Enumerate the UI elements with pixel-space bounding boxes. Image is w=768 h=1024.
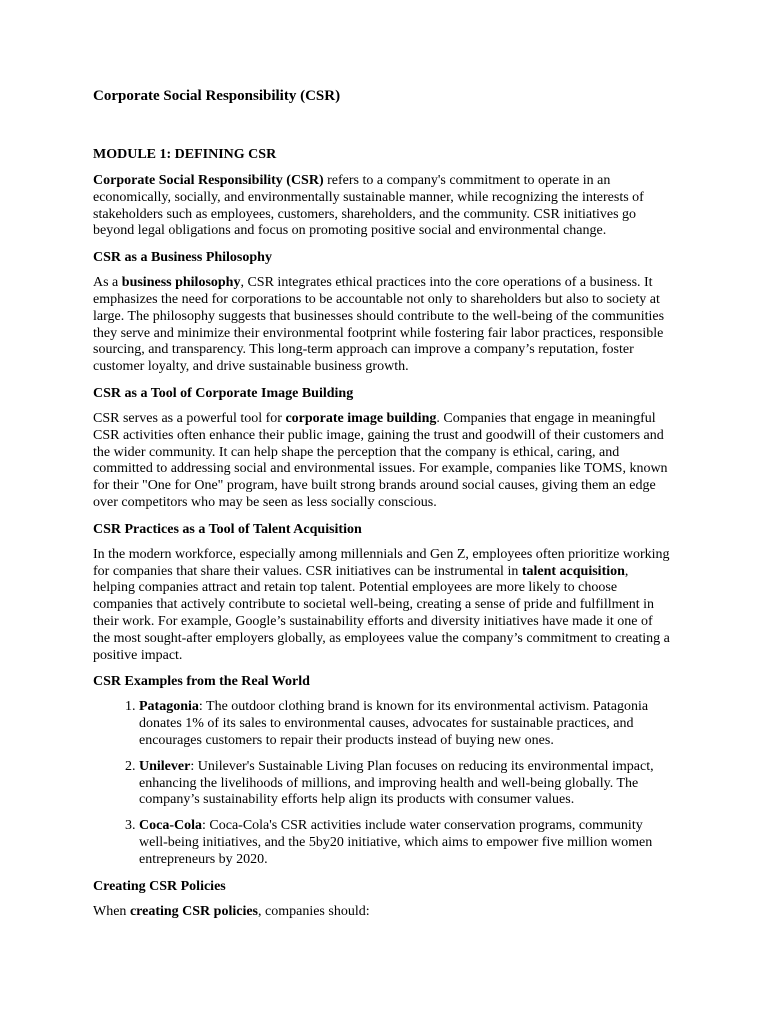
- philosophy-text-after: , CSR integrates ethical practices into the core operations of a business. It emphasizes the need for corporations to be accountable not only to shareholders but also to society at large. The philosophy suggests that businesses should contribute to the well-being of the communities they serve and minimize their environmental footprint while fostering fair labor practices, responsible sourcing, and transparency. This long-term approach can improve a company’s reputation, foster customer loyalty, and drive sustainable business growth.: [93, 275, 665, 375]
- section-heading-philosophy: CSR as a Business Philosophy: [93, 250, 272, 266]
- image-building-text-after: . Companies that engage in meaningful CSR activities often enhance their public image, gaining the trust and goodwill of their customers and the wider community. It can help shape the perception that the company is ethical, caring, and committed to addressing social and environmental issues. For example, companies like TOMS, known for their "One for One" program, have built strong brands around social causes, giving them an edge over competitors who may be seen as less socially conscious.: [93, 410, 668, 510]
- section-heading-policies: Creating CSR Policies: [93, 878, 226, 894]
- intro-paragraph: [93, 173, 672, 240]
- talent-paragraph: [93, 547, 672, 665]
- philosophy-paragraph: [93, 275, 672, 376]
- example-text: : The outdoor clothing brand is known for its environmental activism. Patagonia donates 1% of its sales to environmental causes, advocates for sustainable practices, and encourages customers to repair their products instead of buying new ones.: [139, 699, 649, 748]
- talent-text-before: In the modern workforce, especially among millennials and Gen Z, employees often prioritize working for companies that share their values. CSR initiatives can be instrumental in: [93, 546, 670, 579]
- document-title: Corporate Social Responsibility (CSR): [93, 88, 341, 104]
- philosophy-text-before: As a: [93, 275, 122, 291]
- list-item: [139, 818, 672, 868]
- talent-text-after: , helping companies attract and retain top talent. Potential employees are more likely to choose companies that actively contribute to societal well-being, creating a sense of pride and fulfillment in their work. For example, Google’s sustainability efforts and diversity initiatives have made it one of the most sought-after employers globally, as employees value the company’s commitment to creating a positive impact.: [93, 563, 670, 663]
- image-building-text-before: CSR serves as a powerful tool for: [93, 410, 286, 426]
- policies-text-before: When: [93, 903, 130, 919]
- intro-bold-term: Corporate Social Responsibility (CSR): [93, 173, 324, 188]
- example-text: : Unilever's Sustainable Living Plan focuses on reducing its environmental impact, enhancing the livelihoods of millions, and improving health and well-being globally. The company’s sustainability efforts help align its products with consumer values.: [139, 758, 654, 808]
- intro-text: refers to a company's commitment to operate in an economically, socially, and environmentally sustainable manner, while recognizing the interests of stakeholders such as employees, customers, shareholders, and the community. CSR initiatives go beyond legal obligations and focus on promoting positive social and environmental change.: [93, 173, 644, 239]
- policies-bold-term: creating CSR policies: [129, 903, 259, 919]
- section-heading-talent: CSR Practices as a Tool of Talent Acquisition: [93, 521, 362, 537]
- philosophy-bold-term: business philosophy: [121, 275, 241, 291]
- image-building-bold-term: corporate image building: [285, 410, 437, 426]
- policies-text-after: , companies should:: [258, 903, 370, 919]
- list-item: [139, 759, 672, 809]
- example-text: : Coca-Cola's CSR activities include water conservation programs, community well-being initiatives, and the 5by20 initiative, which aims to empower five million women entrepreneurs by 2020.: [139, 818, 653, 867]
- section-heading-examples: CSR Examples from the Real World: [93, 674, 310, 690]
- policies-paragraph: [93, 904, 672, 921]
- list-item: [139, 699, 672, 749]
- examples-list: [93, 699, 672, 868]
- module-heading: MODULE 1: DEFINING CSR: [93, 147, 277, 162]
- talent-bold-term: talent acquisition: [521, 563, 625, 579]
- example-name: Coca-Cola: [139, 818, 202, 834]
- example-name: Patagonia: [139, 699, 199, 715]
- section-heading-image-building: CSR as a Tool of Corporate Image Building: [93, 385, 354, 401]
- image-building-paragraph: [93, 411, 672, 512]
- example-name: Unilever: [139, 758, 191, 774]
